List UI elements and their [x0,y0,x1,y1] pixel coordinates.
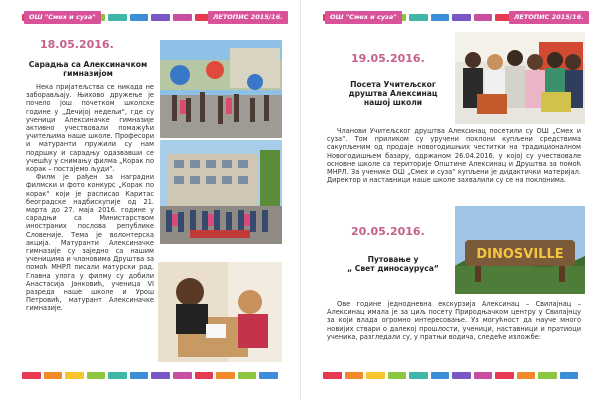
strip-segment [495,372,514,379]
right-page [300,0,600,400]
photo-teachers-group [455,32,585,124]
article-title [331,80,455,107]
article-paragraph: Чланови Учитељског друштва Алексинац посетили су ОШ „Смех и суза“. Том приликом су уручени поклони купљени средствима сакупљеним од продаје новогодишњих честитки на традиционалном Новогодишњем базару, одржаном 26.04.2016. у којој су учествовале основне школе са територије Општине Алексинац и Друштва за помоћ МНРЛ. За ученике ОШ „Смех и суза“ купљени је дидактички материјал. Директор и наставници наше школе захвалили су се на поклонима. [327,127,581,185]
strip-segment [108,372,127,379]
strip-segment [474,14,493,21]
strip-segment [517,372,536,379]
strip-segment [173,372,192,379]
strip-segment [366,372,385,379]
strip-segment [130,372,149,379]
article-paragraph: Ове године једнодневна екскурзија Алексинац – Свилајнац – Алексинац имала је за циљ посету Природњачком центру у Свилајнцу за који влада огромно интересовање. Уз могућност да науче много новијих ствари о далекој прошлости, ученици, наставници и пратиоци ученика, разгледали су, у пратњи водича, следеће изложбе: [327,300,581,341]
strip-segment [216,372,235,379]
article-title [331,255,455,273]
school-name-tag: ОШ "Смех и суза" [325,11,402,24]
article-title-line1: Путовање у [367,255,419,264]
strip-segment [452,372,471,379]
photo-outdoor-crowd [160,40,282,138]
article-date: 20.05.2016. [351,225,425,238]
chronicle-tag: ЛЕТОПИС 2015/16. [509,11,589,24]
strip-segment [195,372,214,379]
strip-segment [151,14,170,21]
school-name-tag: ОШ "Смех и суза" [24,11,101,24]
article-paragraph: Филм је рађен за наградни филмски и фото конкурс „Корак по корак“ који је расписао Каритас београдске надбискупије од 21. марта до 27. маја 2016. године у сарадњи са Министарством иностраних послова републике Словеније. Тема је волонтерска акција. Матуранти Алексиначке гимназије су заједно са нашим ученицима и члановима Друштва за помоћ МНРЛ писали матурски рад. Главна улога у филму су добили Анастасија Јанковић, ученица VI разреда наше школе и Урош Петровић, матурант Алексиначке гимназије. [26,173,154,313]
strip-segment [431,372,450,379]
article-title-line2: друштва Алексинац [348,89,438,98]
strip-segment [409,372,428,379]
article-body [327,300,581,366]
article-title [26,60,150,78]
strip-segment [44,372,63,379]
strip-segment [474,372,493,379]
article-body [26,83,154,363]
strip-segment [130,14,149,21]
strip-segment [409,14,428,21]
article-title-line3: нашој школи [363,98,423,107]
bottom-color-strip [22,372,278,379]
strip-segment [345,372,364,379]
strip-segment [173,14,192,21]
article-date: 18.05.2016. [40,38,114,51]
strip-segment [108,14,127,21]
photo-children-indoors [158,262,282,362]
strip-segment [238,372,257,379]
photo-dinosville-sign [455,206,585,294]
article-body [327,127,581,197]
strip-segment [323,372,342,379]
strip-segment [22,372,41,379]
bottom-color-strip [323,372,578,379]
photo-group-building [160,140,282,244]
strip-segment [87,372,106,379]
article-title-line2: гимназијом [63,69,113,78]
article-title-line2: „ Свет диносауруса“ [347,264,439,273]
article-paragraph: Нека пријатељства се никада не заборављају. Њихово дружење је почело још почетком школске године у „Дечијој недељи“, где су ученици Алексиначке гимназије активно учествовали помажући учитељима наше школе. Професори и матуранти пружили су нам подршку и сарадњу одазвавши се учешћу у снимању филма „Корак по корак – постајемо људи“. [26,83,154,174]
strip-segment [151,372,170,379]
strip-segment [259,372,278,379]
dinosville-sign-text: DINOSVILLE [476,247,564,262]
article-date: 19.05.2016. [351,52,425,65]
article-title-line1: Сарадња са Алексиначком [28,60,148,69]
strip-segment [560,372,579,379]
article-title-line1: Посета Учитељског [350,80,436,89]
strip-segment [452,14,471,21]
chronicle-tag: ЛЕТОПИС 2015/16. [208,11,288,24]
strip-segment [431,14,450,21]
strip-segment [65,372,84,379]
strip-segment [538,372,557,379]
strip-segment [388,372,407,379]
